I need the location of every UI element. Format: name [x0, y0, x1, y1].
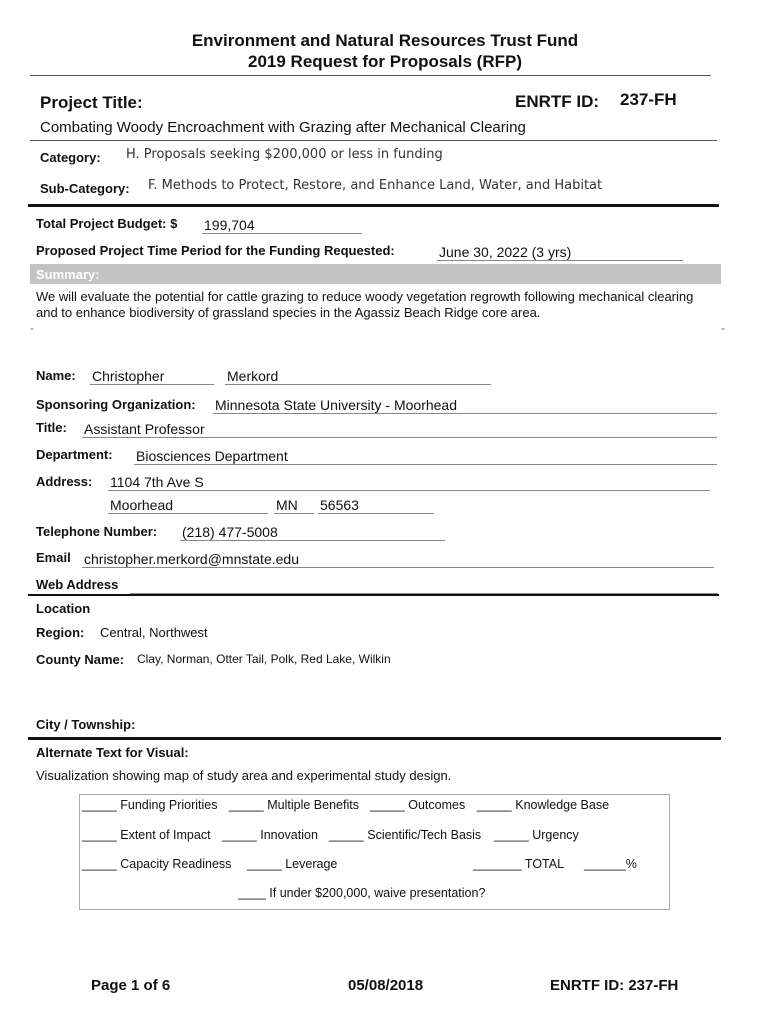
region-value: Central, Northwest — [100, 625, 208, 640]
waive-presentation[interactable]: ____ If under $200,000, waive presentation? — [238, 886, 486, 900]
zip-field[interactable]: 56563 — [318, 497, 434, 514]
region-label: Region: — [36, 625, 85, 640]
city-field[interactable]: Moorhead — [108, 497, 268, 514]
divider — [28, 737, 721, 740]
budget-label: Total Project Budget: $ — [36, 216, 178, 231]
visual-label: Alternate Text for Visual: — [36, 745, 189, 760]
score-urgency[interactable]: _____ Urgency — [494, 828, 579, 842]
title-field[interactable]: Assistant Professor — [82, 421, 717, 438]
project-title-label: Project Title: — [40, 93, 143, 112]
footer-date: 05/08/2018 — [348, 977, 424, 994]
header-title: Environment and Natural Resources Trust Fund — [191, 31, 579, 50]
score-innovation[interactable]: _____ Innovation — [222, 828, 318, 842]
divider — [28, 594, 719, 596]
summary-bar — [30, 264, 721, 284]
county-label: County Name: — [36, 652, 125, 667]
department-field[interactable]: Biosciences Department — [134, 448, 717, 465]
street-field[interactable]: 1104 7th Ave S — [108, 474, 710, 491]
footer-id: ENRTF ID: 237-FH — [550, 977, 679, 994]
state-field[interactable]: MN — [274, 497, 314, 514]
web-label: Web Address — [36, 577, 119, 592]
score-knowledge-base[interactable]: _____ Knowledge Base — [477, 798, 610, 812]
score-leverage[interactable]: _____ Leverage — [247, 857, 338, 871]
category-label: Category: — [40, 150, 101, 165]
phone-label: Telephone Number: — [36, 524, 158, 539]
last-name-field[interactable]: Merkord — [225, 368, 491, 385]
visual-text: Visualization showing map of study area and experimental study design. — [36, 768, 452, 783]
email-field[interactable]: christopher.merkord@mnstate.edu — [82, 551, 714, 568]
score-capacity-readiness[interactable]: _____ Capacity Readiness — [82, 857, 232, 871]
summary-text: We will evaluate the potential for cattle grazing to reduce woody vegetation regrowth following mechanical clearing and to enhance biodiversity of grassland species in the Agassiz Beach Ridge core area. — [36, 289, 694, 320]
score-extent-of-impact[interactable]: _____ Extent of Impact — [82, 828, 211, 842]
org-field[interactable]: Minnesota State University - Moorhead — [213, 397, 717, 414]
period-field[interactable]: June 30, 2022 (3 yrs) — [437, 244, 683, 261]
summary-label: Summary: — [36, 267, 100, 282]
divider — [30, 75, 711, 76]
page-number: Page 1 of 6 — [91, 977, 171, 994]
city-township-label: City / Township: — [36, 717, 136, 732]
score-total[interactable]: _______ TOTAL — [473, 857, 565, 871]
name-label: Name: — [36, 368, 76, 383]
score-funding-priorities[interactable]: _____ Funding Priorities — [82, 798, 218, 812]
org-label: Sponsoring Organization: — [36, 397, 196, 412]
score-percent[interactable]: ______% — [584, 857, 637, 871]
score-scientific-basis[interactable]: _____ Scientific/Tech Basis — [329, 828, 482, 842]
first-name-field[interactable]: Christopher — [90, 368, 214, 385]
enrtf-id-label: ENRTF ID: — [515, 92, 600, 111]
budget-field[interactable]: 199,704 — [202, 217, 362, 234]
header-subtitle: 2019 Request for Proposals (RFP) — [248, 52, 522, 71]
score-outcomes[interactable]: _____ Outcomes — [370, 798, 466, 812]
title-label: Title: — [36, 420, 67, 435]
project-title: Combating Woody Encroachment with Grazing after Mechanical Clearing — [40, 119, 526, 136]
web-field[interactable] — [130, 577, 718, 594]
category-value: H. Proposals seeking $200,000 or less in funding — [126, 147, 443, 162]
dash-marker: - — [721, 321, 725, 335]
dash-marker: - — [30, 321, 34, 335]
subcategory-value: F. Methods to Protect, Restore, and Enhance Land, Water, and Habitat — [148, 178, 603, 193]
subcategory-label: Sub-Category: — [40, 181, 130, 196]
county-value: Clay, Norman, Otter Tail, Polk, Red Lake, Wilkin — [137, 652, 391, 666]
department-label: Department: — [36, 447, 113, 462]
location-label: Location — [36, 601, 91, 616]
address-label: Address: — [36, 474, 93, 489]
period-label: Proposed Project Time Period for the Funding Requested: — [36, 243, 395, 258]
email-label: Email — [36, 550, 71, 565]
divider — [30, 140, 717, 141]
score-multiple-benefits[interactable]: _____ Multiple Benefits — [229, 798, 359, 812]
phone-field[interactable]: (218) 477-5008 — [180, 524, 445, 541]
enrtf-id-value: 237-FH — [620, 90, 677, 109]
divider — [28, 204, 719, 207]
